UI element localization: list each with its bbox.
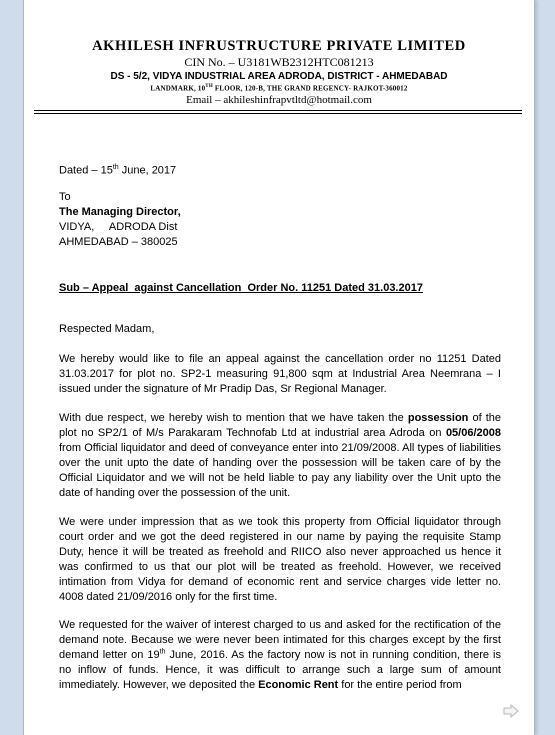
para2-text-1: With due respect, we hereby wish to mention that we have taken the bbox=[59, 412, 408, 424]
para4-sup: th bbox=[159, 648, 166, 656]
address-line-1: DS - 5/2, VIDYA INDUSTRIAL AREA ADRODA, DISTRICT - AHMEDABAD bbox=[110, 71, 448, 82]
paragraph-4 bbox=[59, 618, 501, 693]
address-line-2-part-b: FLOOR, 120-B, THE GRAND REGENCY- RAJKOT-360012 bbox=[212, 84, 408, 93]
company-name: AKHILESH INFRUSTRUCTURE PRIVATE LIMITED bbox=[92, 38, 466, 54]
cin-number: CIN No. – U3181WB2312HTC081213 bbox=[184, 55, 374, 69]
letter-date bbox=[59, 160, 501, 179]
date-suffix: June, 2017 bbox=[118, 164, 177, 177]
para2-bold-date: 05/06/2008 bbox=[445, 427, 501, 439]
date-sup: th bbox=[112, 164, 119, 171]
para2-text-2: of the plot no SP2/1 of M/s Parakaram Technofab Ltd at industrial area Adroda on bbox=[59, 412, 501, 439]
paragraph-2 bbox=[59, 411, 501, 501]
para2-text-3: from Official liquidator and deed of conveyance enter into 21/09/2008. All types of liabilities over the unit upto the date of handing over the possession will be taken care of by the Official Liquidator and we will not be held liable to pay any liability over the Unit upto the date of handing over the possession of the unit. bbox=[59, 442, 501, 499]
header-rule-bottom bbox=[34, 113, 522, 114]
recipient-line-2: VIDYA, ADRODA Dist bbox=[59, 221, 178, 233]
para2-bold-possession: possession bbox=[407, 412, 469, 424]
paragraph-1: We hereby would like to file an appeal against the cancellation order no 11251 Dated 31.03.2017 for plot no. SP2-1 measuring 91,800 sqm at Industrial Area Neemrana – I issued under the signature of Mr Pradip Das, Sr Regional Manager. bbox=[59, 353, 501, 395]
recipient-to: To bbox=[59, 191, 71, 203]
document-page bbox=[23, 0, 535, 735]
next-page-arrow-icon[interactable] bbox=[503, 704, 519, 718]
email-line: Email – akhileshinfrapvtltd@hotmail.com bbox=[186, 94, 372, 106]
letter-subject: Sub – Appeal against Cancellation Order No. 11251 Dated 31.03.2017 bbox=[59, 282, 423, 294]
salutation: Respected Madam, bbox=[59, 323, 155, 335]
address-line-2 bbox=[24, 84, 534, 92]
header-rule-top bbox=[34, 110, 522, 111]
date-prefix: Dated – 15 bbox=[59, 164, 113, 177]
address-line-2-part-a: LANDMARK, 10 bbox=[150, 84, 206, 93]
address-line-2-sup: TH bbox=[205, 84, 213, 89]
para4-text-1: We requested for the waiver of interest charged to us and asked for the rectification of the demand note. Because we were never been intimated for this charges except by the first demand letter on 19 bbox=[59, 619, 501, 661]
recipient-name: The Managing Director, bbox=[59, 206, 181, 218]
para4-text-3: for the entire period from bbox=[338, 679, 462, 691]
para4-bold-economic-rent: Economic Rent bbox=[258, 679, 339, 691]
para4-text-2: June, 2016. As the factory now is not in running condition, there is no inflow of funds. Hence, it was difficult to arrange such a large sum of amount immediately. However, we deposited the bbox=[59, 649, 501, 691]
recipient-line-3: AHMEDABAD – 380025 bbox=[59, 236, 178, 248]
paragraph-3: We were under impression that as we took this property from Official liquidator through court order and we got the deed registered in our name by paying the requisite Stamp Duty, hence it will be treated as freehold and RIICO also never approached us hence it was confirmed to us that our plot will be treated as freehold. However, we received intimation from Vidya for demand of economic rent and service charges vide letter no. 4008 dated 21/09/2016 only for the first time. bbox=[59, 516, 501, 603]
